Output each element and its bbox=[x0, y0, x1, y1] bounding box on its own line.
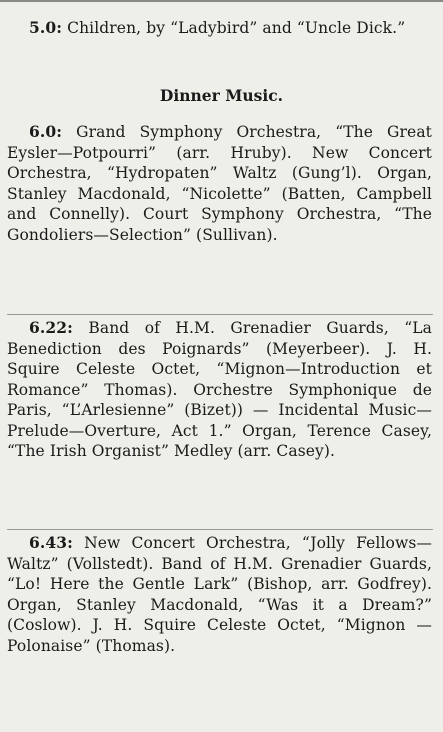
section-heading: Dinner Music. bbox=[159, 86, 284, 105]
program-entry bbox=[7, 122, 432, 245]
intro-text: Children, by “Ladybird” and “Uncle Dick.” bbox=[62, 19, 406, 37]
entry-time: 6.0: bbox=[29, 122, 63, 141]
top-rule bbox=[0, 0, 443, 7]
program-entry bbox=[7, 318, 432, 462]
entry-text: Grand Symphony Orchestra, “The Great Eysler—Potpourri” (arr. Hruby). New Concert Orchestra, “Hydropaten” Waltz (Gung’l). Organ, Stanley Macdonald, “Nicolette” (Batten, Campbell and Connelly). Court Symphony Orchestra, “The Gondoliers—Selection” (Sullivan). bbox=[7, 123, 432, 244]
entry-time: 6.22: bbox=[29, 318, 73, 337]
entry-text: New Concert Orchestra, “Jolly Fellows—Waltz” (Vollstedt). Band of H.M. Grenadier Guards, “Lo! Here the Gentle Lark” (Bishop, arr. Godfrey). Organ, Stanley Macdonald, “Was it a Dream?” (Coslow). J. H. Squire Celeste Octet, “Mignon — Polonaise” (Thomas). bbox=[7, 534, 432, 655]
entry-text: Band of H.M. Grenadier Guards, “La Benediction des Poignards” (Meyerbeer). J. H. Squire Celeste Octet, “Mignon—Introduction et Romance” Thomas). Orchestre Symphonique de Paris, “L’Arlesienne” (Bizet)) — Incidental Music—Prelude—Overture, Act 1.” Organ, Terence Casey, “The Irish Organist” Medley (arr. Casey). bbox=[7, 319, 432, 460]
entry-time: 6.43: bbox=[29, 533, 73, 552]
intro-time: 5.0: bbox=[29, 18, 63, 37]
intro-paragraph bbox=[7, 18, 432, 39]
program-entry bbox=[7, 533, 432, 656]
divider bbox=[7, 314, 433, 315]
divider bbox=[7, 529, 433, 530]
